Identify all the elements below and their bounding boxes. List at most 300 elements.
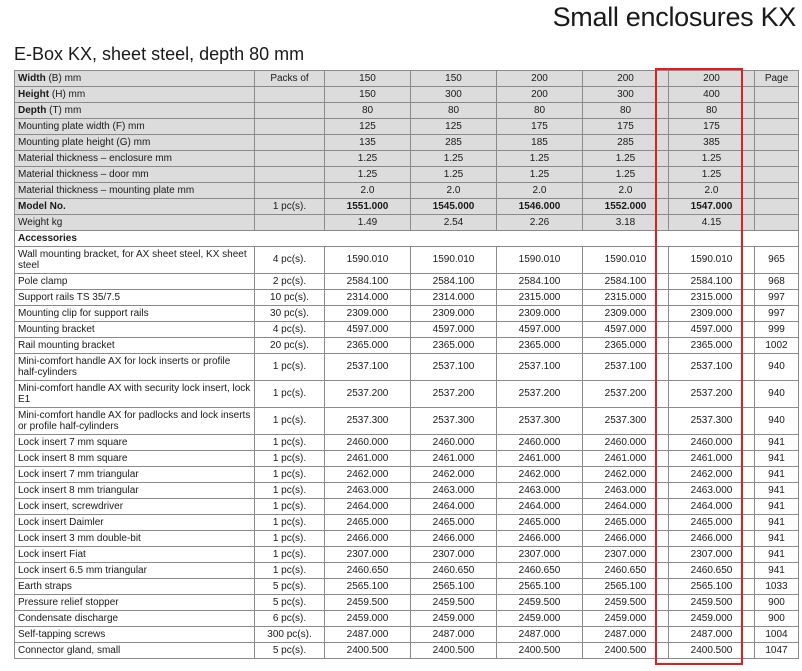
accessory-label: Lock insert, screwdriver bbox=[15, 499, 255, 515]
part-number-cell: 2537.300 bbox=[411, 408, 497, 435]
part-number-cell: 2565.100 bbox=[325, 579, 411, 595]
part-number-cell: 2584.100 bbox=[669, 274, 755, 290]
value-cell: 1.25 bbox=[583, 151, 669, 167]
part-number-cell: 2462.000 bbox=[325, 467, 411, 483]
part-number-cell: 2537.100 bbox=[411, 354, 497, 381]
packs-cell: 1 pc(s). bbox=[255, 467, 325, 483]
model-row bbox=[15, 199, 799, 215]
accessory-row bbox=[15, 483, 799, 499]
spec-label bbox=[15, 183, 255, 199]
page-cell bbox=[755, 87, 799, 103]
page-cell: 1047 bbox=[755, 643, 799, 659]
value-cell: 80 bbox=[497, 103, 583, 119]
part-number-cell: 2314.000 bbox=[325, 290, 411, 306]
value-cell: 2.0 bbox=[497, 183, 583, 199]
accessory-label: Wall mounting bracket, for AX sheet steel, KX sheet steel bbox=[15, 247, 255, 274]
packs-cell: 4 pc(s). bbox=[255, 322, 325, 338]
packs-cell: 1 pc(s). bbox=[255, 563, 325, 579]
value-cell: 200 bbox=[583, 71, 669, 87]
page-cell: 940 bbox=[755, 354, 799, 381]
part-number-cell: 2464.000 bbox=[497, 499, 583, 515]
part-number-cell: 2584.100 bbox=[583, 274, 669, 290]
model-number-cell: 1552.000 bbox=[583, 199, 669, 215]
value-cell: 135 bbox=[325, 135, 411, 151]
part-number-cell: 1590.010 bbox=[411, 247, 497, 274]
packs-cell bbox=[255, 87, 325, 103]
part-number-cell: 2466.000 bbox=[411, 531, 497, 547]
value-cell: 80 bbox=[669, 103, 755, 119]
model-number-cell: 1547.000 bbox=[669, 199, 755, 215]
spec-label bbox=[15, 103, 255, 119]
value-cell: 200 bbox=[669, 71, 755, 87]
value-cell: 175 bbox=[497, 119, 583, 135]
part-number-cell: 2400.500 bbox=[497, 643, 583, 659]
packs-cell: 1 pc(s). bbox=[255, 451, 325, 467]
part-number-cell: 2537.100 bbox=[325, 354, 411, 381]
value-cell: 175 bbox=[669, 119, 755, 135]
value-cell: 80 bbox=[583, 103, 669, 119]
packs-cell: 1 pc(s). bbox=[255, 531, 325, 547]
accessory-label: Mounting clip for support rails bbox=[15, 306, 255, 322]
accessory-label: Lock insert 7 mm triangular bbox=[15, 467, 255, 483]
accessory-row bbox=[15, 595, 799, 611]
packs-cell bbox=[255, 119, 325, 135]
part-number-cell: 2461.000 bbox=[411, 451, 497, 467]
spec-label-bold: Width bbox=[18, 72, 46, 84]
value-cell: 2.0 bbox=[325, 183, 411, 199]
value-cell: 1.25 bbox=[411, 151, 497, 167]
part-number-cell: 2309.000 bbox=[583, 306, 669, 322]
part-number-cell: 2365.000 bbox=[411, 338, 497, 354]
part-number-cell: 1590.010 bbox=[669, 247, 755, 274]
part-number-cell: 2537.200 bbox=[497, 381, 583, 408]
part-number-cell: 2537.200 bbox=[411, 381, 497, 408]
spec-row bbox=[15, 87, 799, 103]
packs-cell: 1 pc(s). bbox=[255, 408, 325, 435]
part-number-cell: 2365.000 bbox=[497, 338, 583, 354]
part-number-cell: 2460.650 bbox=[411, 563, 497, 579]
packs-cell: 1 pc(s). bbox=[255, 499, 325, 515]
page-cell: 941 bbox=[755, 483, 799, 499]
accessory-row bbox=[15, 354, 799, 381]
part-number-cell: 2307.000 bbox=[325, 547, 411, 563]
part-number-cell: 2465.000 bbox=[325, 515, 411, 531]
packs-cell: 4 pc(s). bbox=[255, 247, 325, 274]
accessories-heading: Accessories bbox=[15, 231, 799, 247]
part-number-cell: 2400.500 bbox=[411, 643, 497, 659]
accessory-row bbox=[15, 435, 799, 451]
packs-cell bbox=[255, 183, 325, 199]
page-cell: 941 bbox=[755, 547, 799, 563]
packs-cell: 1 pc(s). bbox=[255, 483, 325, 499]
value-cell: 385 bbox=[669, 135, 755, 151]
part-number-cell: 1590.010 bbox=[497, 247, 583, 274]
accessory-label: Rail mounting bracket bbox=[15, 338, 255, 354]
value-cell: 400 bbox=[669, 87, 755, 103]
accessories-header-row bbox=[15, 231, 799, 247]
weight-label: Weight kg bbox=[15, 215, 255, 231]
part-number-cell: 2462.000 bbox=[669, 467, 755, 483]
value-cell: 1.25 bbox=[497, 167, 583, 183]
page-cell bbox=[755, 135, 799, 151]
part-number-cell: 2462.000 bbox=[583, 467, 669, 483]
accessory-label: Mini-comfort handle AX for lock inserts or profile half-cylinders bbox=[15, 354, 255, 381]
accessory-row bbox=[15, 338, 799, 354]
packs-cell: 1 pc(s). bbox=[255, 547, 325, 563]
part-number-cell: 2463.000 bbox=[497, 483, 583, 499]
packs-cell: 5 pc(s). bbox=[255, 579, 325, 595]
accessory-row bbox=[15, 531, 799, 547]
packs-cell bbox=[255, 135, 325, 151]
part-number-cell: 2460.650 bbox=[497, 563, 583, 579]
model-number-cell: 1546.000 bbox=[497, 199, 583, 215]
part-number-cell: 2537.200 bbox=[325, 381, 411, 408]
packs-cell bbox=[255, 167, 325, 183]
accessory-row bbox=[15, 247, 799, 274]
part-number-cell: 2461.000 bbox=[583, 451, 669, 467]
spec-label-text: (H) mm bbox=[49, 88, 86, 100]
part-number-cell: 2309.000 bbox=[497, 306, 583, 322]
value-cell: 200 bbox=[497, 71, 583, 87]
weight-cell: 1.49 bbox=[325, 215, 411, 231]
part-number-cell: 2466.000 bbox=[497, 531, 583, 547]
accessory-label: Lock insert 8 mm square bbox=[15, 451, 255, 467]
part-number-cell: 2461.000 bbox=[325, 451, 411, 467]
part-number-cell: 2461.000 bbox=[497, 451, 583, 467]
part-number-cell: 2315.000 bbox=[583, 290, 669, 306]
part-number-cell: 2565.100 bbox=[497, 579, 583, 595]
packs-cell bbox=[255, 151, 325, 167]
accessory-label: Pole clamp bbox=[15, 274, 255, 290]
packs-cell: 6 pc(s). bbox=[255, 611, 325, 627]
part-number-cell: 2466.000 bbox=[583, 531, 669, 547]
accessory-label: Lock insert 3 mm double-bit bbox=[15, 531, 255, 547]
part-number-cell: 2309.000 bbox=[411, 306, 497, 322]
accessory-row bbox=[15, 306, 799, 322]
value-cell: 80 bbox=[325, 103, 411, 119]
page-cell bbox=[755, 103, 799, 119]
value-cell: 1.25 bbox=[583, 167, 669, 183]
packs-cell: 5 pc(s). bbox=[255, 643, 325, 659]
part-number-cell: 2460.650 bbox=[669, 563, 755, 579]
value-cell: 1.25 bbox=[325, 151, 411, 167]
page-cell: 941 bbox=[755, 499, 799, 515]
page-cell bbox=[755, 199, 799, 215]
part-number-cell: 2464.000 bbox=[411, 499, 497, 515]
accessory-row bbox=[15, 563, 799, 579]
part-number-cell: 2460.000 bbox=[497, 435, 583, 451]
part-number-cell: 2465.000 bbox=[497, 515, 583, 531]
accessory-label: Earth straps bbox=[15, 579, 255, 595]
part-number-cell: 2315.000 bbox=[497, 290, 583, 306]
part-number-cell: 2459.000 bbox=[411, 611, 497, 627]
packs-cell: 1 pc(s). bbox=[255, 381, 325, 408]
part-number-cell: 2461.000 bbox=[669, 451, 755, 467]
accessory-label: Lock insert Daimler bbox=[15, 515, 255, 531]
part-number-cell: 4597.000 bbox=[669, 322, 755, 338]
part-number-cell: 2460.000 bbox=[583, 435, 669, 451]
page-cell: 941 bbox=[755, 451, 799, 467]
part-number-cell: 2463.000 bbox=[669, 483, 755, 499]
part-number-cell: 2537.100 bbox=[497, 354, 583, 381]
part-number-cell: 2307.000 bbox=[669, 547, 755, 563]
part-number-cell: 2466.000 bbox=[325, 531, 411, 547]
page-cell: 900 bbox=[755, 595, 799, 611]
spec-label bbox=[15, 135, 255, 151]
part-number-cell: 2537.300 bbox=[583, 408, 669, 435]
value-cell: 125 bbox=[325, 119, 411, 135]
part-number-cell: 2463.000 bbox=[325, 483, 411, 499]
accessory-row bbox=[15, 499, 799, 515]
part-number-cell: 2565.100 bbox=[669, 579, 755, 595]
value-cell: 300 bbox=[583, 87, 669, 103]
accessory-label: Condensate discharge bbox=[15, 611, 255, 627]
accessory-row bbox=[15, 643, 799, 659]
value-cell: 80 bbox=[411, 103, 497, 119]
part-number-cell: 2459.000 bbox=[497, 611, 583, 627]
part-number-cell: 2487.000 bbox=[411, 627, 497, 643]
part-number-cell: 2365.000 bbox=[669, 338, 755, 354]
spec-label-text: Material thickness – door mm bbox=[18, 168, 149, 180]
value-cell: 2.0 bbox=[411, 183, 497, 199]
page-cell: 997 bbox=[755, 306, 799, 322]
part-number-cell: 2459.000 bbox=[583, 611, 669, 627]
value-cell: 285 bbox=[411, 135, 497, 151]
packs-cell: 1 pc(s). bbox=[255, 515, 325, 531]
part-number-cell: 2400.500 bbox=[583, 643, 669, 659]
accessory-label: Lock insert 6.5 mm triangular bbox=[15, 563, 255, 579]
value-cell: 1.25 bbox=[669, 151, 755, 167]
packs-cell: 300 pc(s). bbox=[255, 627, 325, 643]
packs-cell: 1 pc(s). bbox=[255, 435, 325, 451]
page-cell: 999 bbox=[755, 322, 799, 338]
page-cell: 997 bbox=[755, 290, 799, 306]
part-number-cell: 2462.000 bbox=[411, 467, 497, 483]
accessory-row bbox=[15, 408, 799, 435]
part-number-cell: 2565.100 bbox=[411, 579, 497, 595]
page-cell: 1004 bbox=[755, 627, 799, 643]
packs-cell: 1 pc(s). bbox=[255, 199, 325, 215]
part-number-cell: 2459.500 bbox=[411, 595, 497, 611]
part-number-cell: 2309.000 bbox=[325, 306, 411, 322]
page-cell: 941 bbox=[755, 563, 799, 579]
weight-row bbox=[15, 215, 799, 231]
spec-label bbox=[15, 167, 255, 183]
part-number-cell: 2459.500 bbox=[583, 595, 669, 611]
part-number-cell: 2463.000 bbox=[583, 483, 669, 499]
packs-cell: 20 pc(s). bbox=[255, 338, 325, 354]
part-number-cell: 2537.300 bbox=[669, 408, 755, 435]
part-number-cell: 2464.000 bbox=[325, 499, 411, 515]
spec-row bbox=[15, 135, 799, 151]
weight-cell: 2.54 bbox=[411, 215, 497, 231]
page-cell bbox=[755, 183, 799, 199]
model-number-cell: 1551.000 bbox=[325, 199, 411, 215]
accessory-row bbox=[15, 579, 799, 595]
part-number-cell: 2537.100 bbox=[583, 354, 669, 381]
spec-label bbox=[15, 87, 255, 103]
value-cell: 300 bbox=[411, 87, 497, 103]
part-number-cell: 2314.000 bbox=[411, 290, 497, 306]
packs-cell: 5 pc(s). bbox=[255, 595, 325, 611]
page-cell: 965 bbox=[755, 247, 799, 274]
value-cell: 150 bbox=[411, 71, 497, 87]
accessory-label: Lock insert 7 mm square bbox=[15, 435, 255, 451]
accessory-label: Mini-comfort handle AX with security lock insert, lock E1 bbox=[15, 381, 255, 408]
packs-cell: 10 pc(s). bbox=[255, 290, 325, 306]
value-cell: 1.25 bbox=[325, 167, 411, 183]
spec-label-text: Material thickness – enclosure mm bbox=[18, 152, 172, 164]
part-number-cell: 2465.000 bbox=[411, 515, 497, 531]
page-cell bbox=[755, 151, 799, 167]
accessory-row bbox=[15, 627, 799, 643]
weight-cell: 2.26 bbox=[497, 215, 583, 231]
part-number-cell: 2400.500 bbox=[325, 643, 411, 659]
part-number-cell: 2465.000 bbox=[583, 515, 669, 531]
value-cell: 175 bbox=[583, 119, 669, 135]
spec-label-bold: Height bbox=[18, 88, 50, 100]
page-cell: 1033 bbox=[755, 579, 799, 595]
spec-label-bold: Depth bbox=[18, 104, 47, 116]
part-number-cell: 2487.000 bbox=[497, 627, 583, 643]
value-cell: 1.25 bbox=[497, 151, 583, 167]
part-number-cell: 2460.000 bbox=[669, 435, 755, 451]
packs-cell: 2 pc(s). bbox=[255, 274, 325, 290]
page-cell bbox=[755, 119, 799, 135]
accessory-row bbox=[15, 381, 799, 408]
part-number-cell: 2365.000 bbox=[325, 338, 411, 354]
page-cell bbox=[755, 167, 799, 183]
part-number-cell: 2459.500 bbox=[497, 595, 583, 611]
accessory-label: Pressure relief stopper bbox=[15, 595, 255, 611]
part-number-cell: 2307.000 bbox=[411, 547, 497, 563]
value-cell: 125 bbox=[411, 119, 497, 135]
part-number-cell: 2584.100 bbox=[497, 274, 583, 290]
page-cell: 1002 bbox=[755, 338, 799, 354]
part-number-cell: 2464.000 bbox=[583, 499, 669, 515]
part-number-cell: 2537.300 bbox=[497, 408, 583, 435]
value-cell: 2.0 bbox=[669, 183, 755, 199]
page-cell: 941 bbox=[755, 467, 799, 483]
part-number-cell: 2537.200 bbox=[669, 381, 755, 408]
part-number-cell: 2459.000 bbox=[325, 611, 411, 627]
accessory-label: Connector gland, small bbox=[15, 643, 255, 659]
value-cell: 285 bbox=[583, 135, 669, 151]
accessory-row bbox=[15, 451, 799, 467]
part-number-cell: 4597.000 bbox=[325, 322, 411, 338]
spec-label bbox=[15, 151, 255, 167]
packs-cell bbox=[255, 215, 325, 231]
part-number-cell: 2487.000 bbox=[583, 627, 669, 643]
spec-row bbox=[15, 119, 799, 135]
spec-label-text: (T) mm bbox=[46, 104, 82, 116]
accessory-label: Lock insert 8 mm triangular bbox=[15, 483, 255, 499]
value-cell: 2.0 bbox=[583, 183, 669, 199]
part-number-cell: 2487.000 bbox=[669, 627, 755, 643]
spec-row bbox=[15, 167, 799, 183]
spec-row bbox=[15, 183, 799, 199]
value-cell: 150 bbox=[325, 87, 411, 103]
spec-table bbox=[14, 70, 799, 659]
part-number-cell: 4597.000 bbox=[583, 322, 669, 338]
page-cell bbox=[755, 215, 799, 231]
value-cell: 1.25 bbox=[411, 167, 497, 183]
spec-label-text: Mounting plate width (F) mm bbox=[18, 120, 145, 132]
part-number-cell: 2309.000 bbox=[669, 306, 755, 322]
accessory-label: Self-tapping screws bbox=[15, 627, 255, 643]
accessory-label: Lock insert Fiat bbox=[15, 547, 255, 563]
part-number-cell: 2463.000 bbox=[411, 483, 497, 499]
product-subtitle: E-Box KX, sheet steel, depth 80 mm bbox=[14, 44, 305, 64]
page-cell: 940 bbox=[755, 381, 799, 408]
accessory-row bbox=[15, 467, 799, 483]
packs-cell: Packs of bbox=[255, 71, 325, 87]
model-label: Model No. bbox=[15, 199, 255, 215]
spec-label-text: Material thickness – mounting plate mm bbox=[18, 184, 195, 196]
accessory-label: Mounting bracket bbox=[15, 322, 255, 338]
weight-cell: 3.18 bbox=[583, 215, 669, 231]
part-number-cell: 2537.200 bbox=[583, 381, 669, 408]
part-number-cell: 2584.100 bbox=[411, 274, 497, 290]
value-cell: 150 bbox=[325, 71, 411, 87]
accessory-row bbox=[15, 611, 799, 627]
value-cell: 185 bbox=[497, 135, 583, 151]
spec-row bbox=[15, 151, 799, 167]
part-number-cell: 2460.650 bbox=[583, 563, 669, 579]
accessory-label: Mini-comfort handle AX for padlocks and lock inserts or profile half-cylinders bbox=[15, 408, 255, 435]
part-number-cell: 2400.500 bbox=[669, 643, 755, 659]
page-cell: 941 bbox=[755, 515, 799, 531]
part-number-cell: 2307.000 bbox=[583, 547, 669, 563]
part-number-cell: 2565.100 bbox=[583, 579, 669, 595]
part-number-cell: 2460.000 bbox=[325, 435, 411, 451]
part-number-cell: 2464.000 bbox=[669, 499, 755, 515]
packs-cell: 30 pc(s). bbox=[255, 306, 325, 322]
part-number-cell: 2460.000 bbox=[411, 435, 497, 451]
part-number-cell: 2537.100 bbox=[669, 354, 755, 381]
page-cell: 940 bbox=[755, 408, 799, 435]
part-number-cell: 2466.000 bbox=[669, 531, 755, 547]
part-number-cell: 4597.000 bbox=[497, 322, 583, 338]
part-number-cell: 2462.000 bbox=[497, 467, 583, 483]
packs-cell: 1 pc(s). bbox=[255, 354, 325, 381]
page-cell: 941 bbox=[755, 531, 799, 547]
accessory-row bbox=[15, 290, 799, 306]
part-number-cell: 4597.000 bbox=[411, 322, 497, 338]
part-number-cell: 2459.000 bbox=[669, 611, 755, 627]
accessory-row bbox=[15, 515, 799, 531]
part-number-cell: 2584.100 bbox=[325, 274, 411, 290]
page-cell: 900 bbox=[755, 611, 799, 627]
part-number-cell: 2487.000 bbox=[325, 627, 411, 643]
spec-row bbox=[15, 103, 799, 119]
part-number-cell: 2537.300 bbox=[325, 408, 411, 435]
weight-cell: 4.15 bbox=[669, 215, 755, 231]
page-cell: 941 bbox=[755, 435, 799, 451]
part-number-cell: 2365.000 bbox=[583, 338, 669, 354]
page-title: Small enclosures KX bbox=[552, 2, 796, 32]
value-cell: 1.25 bbox=[669, 167, 755, 183]
part-number-cell: 2315.000 bbox=[669, 290, 755, 306]
part-number-cell: 1590.010 bbox=[325, 247, 411, 274]
spec-label-text: (B) mm bbox=[45, 72, 82, 84]
part-number-cell: 2459.500 bbox=[325, 595, 411, 611]
part-number-cell: 1590.010 bbox=[583, 247, 669, 274]
spec-label-text: Mounting plate height (G) mm bbox=[18, 136, 151, 148]
part-number-cell: 2465.000 bbox=[669, 515, 755, 531]
spec-label bbox=[15, 119, 255, 135]
page-cell: Page bbox=[755, 71, 799, 87]
